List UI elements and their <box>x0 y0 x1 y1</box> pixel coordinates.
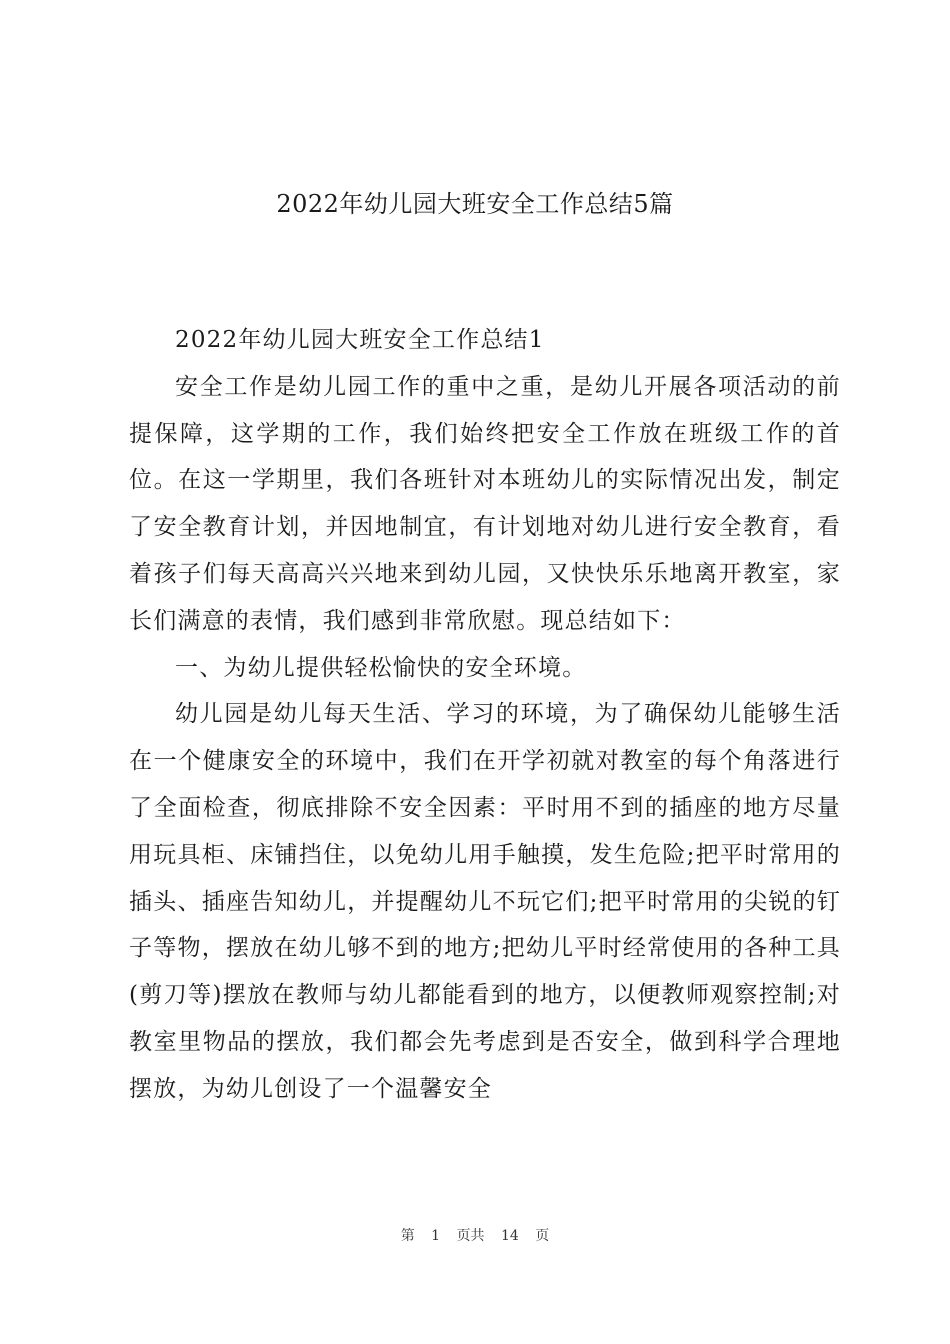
section-heading: 2022年幼儿园大班安全工作总结1 <box>175 327 545 353</box>
footer-prefix: 第 <box>400 1228 415 1244</box>
document-body <box>129 317 841 1113</box>
page-footer <box>0 1226 950 1246</box>
footer-current-page: 1 <box>431 1228 441 1244</box>
footer-middle: 页共 <box>456 1228 485 1244</box>
body-paragraph: 幼儿园是幼儿每天生活、学习的环境，为了确保幼儿能够生活在一个健康安全的环境中，我们在开学初就对教室的每个角落进行了全面检查，彻底排除不安全因素：平时用不到的插座的地方尽量用玩具柜、床铺挡住，以免幼儿用手触摸，发生危险;把平时常用的插头、插座告知幼儿，并提醒幼儿不玩它们;把平时常用的尖锐的钉子等物，摆放在幼儿够不到的地方;把幼儿平时经常使用的各种工具(剪刀等)摆放在教师与幼儿都能看到的地方，以便教师观察控制;对教室里物品的摆放，我们都会先考虑到是否安全，做到科学合理地摆放，为幼儿创设了一个温馨安全 <box>129 701 841 1102</box>
subsection-heading: 一、为幼儿提供轻松愉快的安全环境。 <box>175 654 587 681</box>
footer-total-pages: 14 <box>501 1228 519 1244</box>
document-title: 2022年幼儿园大班安全工作总结5篇 <box>276 190 674 218</box>
body-paragraph: 安全工作是幼儿园工作的重中之重，是幼儿开展各项活动的前提保障，这学期的工作，我们始终把安全工作放在班级工作的首位。在这一学期里，我们各班针对本班幼儿的实际情况出发，制定了安全教育计划，并因地制宜，有计划地对幼儿进行安全教育，看着孩子们每天高高兴兴地来到幼儿园，又快快乐乐地离开教室，家长们满意的表情，我们感到非常欣慰。现总结如下： <box>129 373 841 634</box>
footer-suffix: 页 <box>535 1228 550 1244</box>
